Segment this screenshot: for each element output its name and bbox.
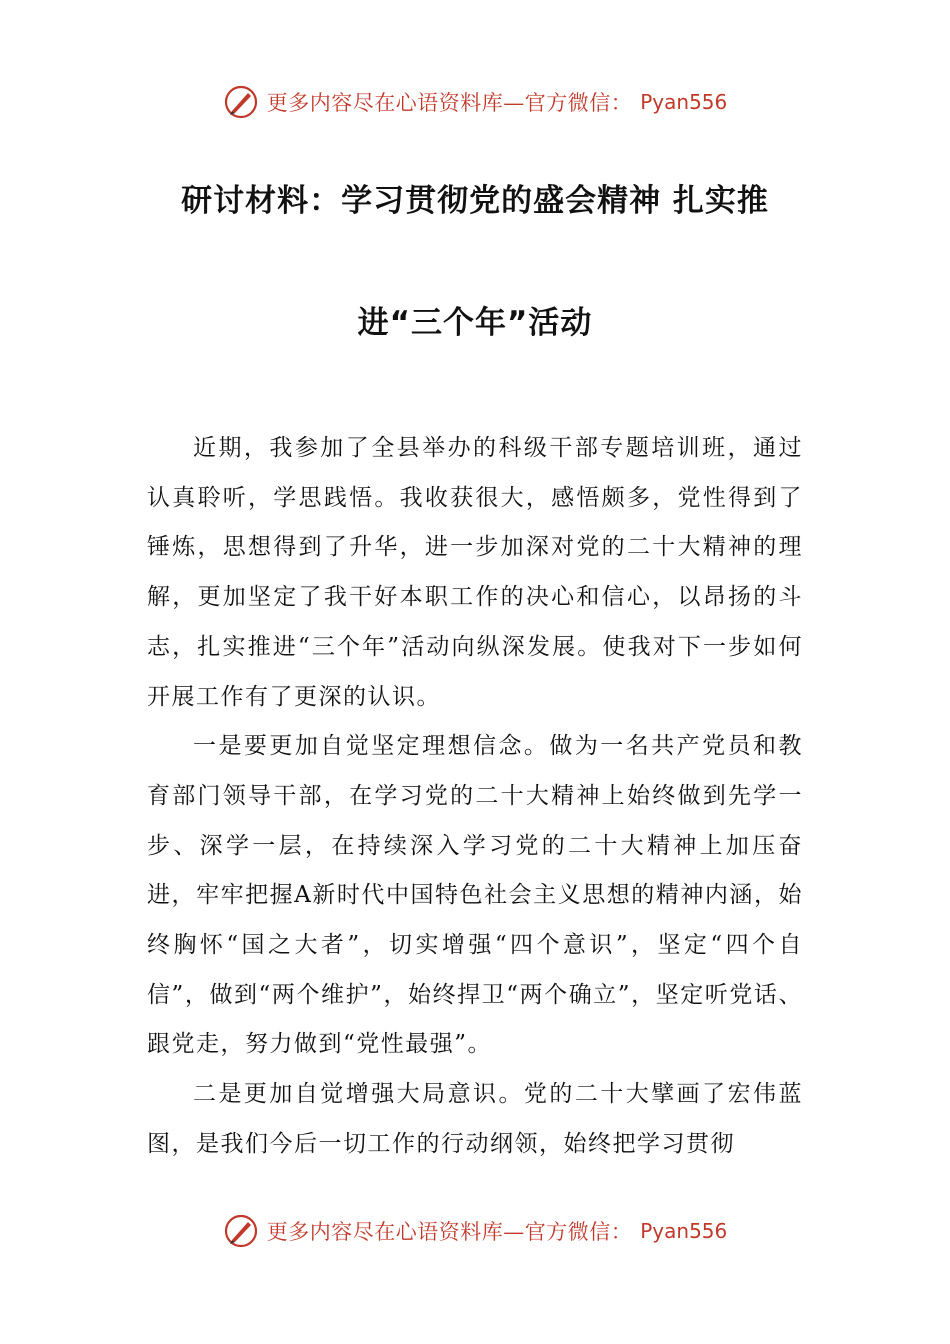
page-title-line-2: 进“三个年”活动 bbox=[357, 305, 593, 341]
paragraph-intro: 近期，我参加了全县举办的科级干部专题培训班，通过认真聆听，学思践悟。我收获很大，感悟颇多，党性得到了锤炼，思想得到了升华，进一步加深对党的二十大精神的理解，更加坚定了我干好本职工作的决心和信心，以昂扬的斗志，扎实推进“三个年”活动向纵深发展。使我对下一步如何开展工作有了更深的认识。 bbox=[147, 435, 803, 710]
footer-banner bbox=[0, 1211, 950, 1251]
header-banner bbox=[0, 82, 950, 122]
pen-logo-icon bbox=[223, 84, 259, 120]
banner-wechat-id: Pyan556 bbox=[640, 1219, 728, 1243]
banner-text: 更多内容尽在心语资料库—官方微信： bbox=[266, 1220, 633, 1244]
banner-wechat-id: Pyan556 bbox=[640, 90, 728, 114]
banner-text: 更多内容尽在心语资料库—官方微信： bbox=[266, 91, 633, 115]
document-body bbox=[147, 424, 803, 1170]
paragraph-point-one: 一是要更加自觉坚定理想信念。做为一名共产党员和教育部门领导干部，在学习党的二十大精神上始终做到先学一步、深学一层，在持续深入学习党的二十大精神上加压奋进，牢牢把握A新时代中国特色社会主义思想的精神内涵，始终胸怀“国之大者”，切实增强“四个意识”，坚定“四个自信”，做到“两个维护”，始终捍卫“两个确立”，坚定听党话、跟党走，努力做到“党性最强”。 bbox=[147, 733, 803, 1058]
paragraph-point-two: 二是更加自觉增强大局意识。党的二十大擘画了宏伟蓝图，是我们今后一切工作的行动纲领，始终把学习贯彻 bbox=[147, 1081, 803, 1157]
pen-logo-icon bbox=[223, 1213, 259, 1249]
page-title-line-1: 研讨材料：学习贯彻党的盛会精神 扎实推 bbox=[181, 183, 769, 219]
